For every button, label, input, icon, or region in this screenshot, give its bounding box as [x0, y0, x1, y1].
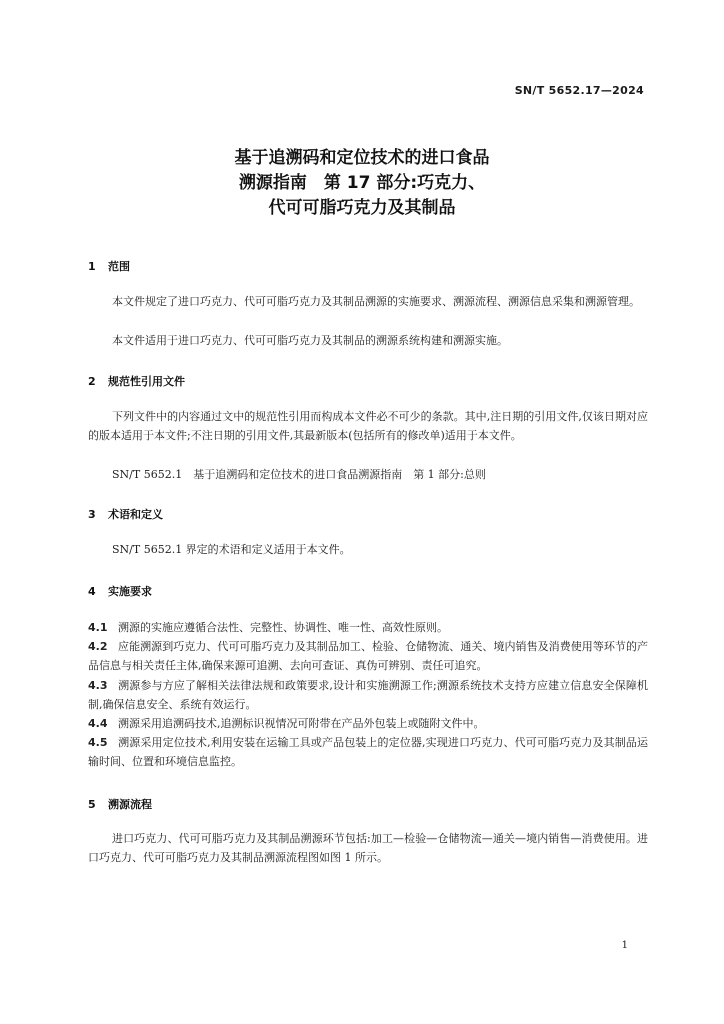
- section-3-heading: [88, 506, 163, 522]
- section-5-paragraph-1: 进口巧克力、代可可脂巧克力及其制品溯源环节包括:加工—检验—仓储物流—通关—境内销售—消费使用。进口巧克力、代可可脂巧克力及其制品溯源流程图如图 1 所示。: [88, 832, 648, 864]
- section-5-heading: [88, 796, 152, 812]
- page-number: 1: [621, 940, 628, 951]
- section-number: 4: [88, 585, 96, 598]
- standard-code: SN/T 5652.17—2024: [514, 84, 644, 97]
- document-title: [0, 146, 724, 221]
- section-1-paragraph-1: 本文件规定了进口巧克力、代可可脂巧克力及其制品溯源的实施要求、溯源流程、溯源信息采集和溯源管理。: [112, 295, 640, 308]
- clause-4-3: [88, 676, 648, 714]
- section-1-paragraph-2: 本文件适用于进口巧克力、代可可脂巧克力及其制品的溯源系统构建和溯源实施。: [112, 334, 508, 347]
- section-4-heading: [88, 583, 152, 599]
- section-number: 1: [88, 260, 96, 273]
- section-2-paragraph-1: 下列文件中的内容通过文中的规范性引用而构成本文件必不可少的条款。其中,注日期的引用文件,仅该日期对应的版本适用于本文件;不注日期的引用文件,其最新版本(包括所有的修改单)适用于本文件。: [88, 410, 648, 442]
- clause-text: 应能溯源到巧克力、代可可脂巧克力及其制品加工、检验、仓储物流、通关、境内销售及消费使用等环节的产品信息与相关责任主体,确保来源可追溯、去向可查证、真伪可辨别、责任可追究。: [88, 640, 648, 672]
- section-3-paragraph-1: SN/T 5652.1 界定的术语和定义适用于本文件。: [112, 543, 351, 556]
- section-number: 5: [88, 798, 96, 811]
- clause-number: 4.5: [88, 736, 108, 749]
- clause-number: 4.2: [88, 640, 108, 653]
- title-line-3: 代可可脂巧克力及其制品: [268, 198, 456, 218]
- section-title: 规范性引用文件: [108, 375, 185, 388]
- title-line-2: 溯源指南 第 17 部分:巧克力、: [238, 173, 486, 193]
- clause-text: 溯源采用追溯码技术,追溯标识视情况可附带在产品外包装上或随附文件中。: [118, 717, 485, 730]
- section-title: 术语和定义: [108, 508, 163, 521]
- section-2-reference: SN/T 5652.1 基于追溯码和定位技术的进口食品溯源指南 第 1 部分:总则: [112, 468, 486, 481]
- section-1-heading: [88, 258, 130, 274]
- section-title: 溯源流程: [108, 798, 152, 811]
- clause-number: 4.1: [88, 621, 108, 634]
- clause-4-4: [88, 714, 648, 733]
- clause-4-5: [88, 733, 648, 771]
- section-title: 实施要求: [108, 585, 152, 598]
- clause-text: 溯源的实施应遵循合法性、完整性、协调性、唯一性、高效性原则。: [118, 621, 448, 634]
- clause-text: 溯源采用定位技术,利用安装在运输工具或产品包装上的定位器,实现进口巧克力、代可可脂巧克力及其制品运输时间、位置和环境信息监控。: [88, 736, 648, 768]
- title-line-1: 基于追溯码和定位技术的进口食品: [234, 148, 490, 168]
- section-2-heading: [88, 373, 185, 389]
- section-number: 2: [88, 375, 96, 388]
- clause-text: 溯源参与方应了解相关法律法规和政策要求,设计和实施溯源工作;溯源系统技术支持方应建立信息安全保障机制,确保信息安全、系统有效运行。: [88, 679, 648, 711]
- section-number: 3: [88, 508, 96, 521]
- clause-number: 4.4: [88, 717, 108, 730]
- clause-number: 4.3: [88, 679, 108, 692]
- section-title: 范围: [108, 260, 130, 273]
- clause-4-1: [88, 618, 648, 637]
- clause-4-2: [88, 637, 648, 675]
